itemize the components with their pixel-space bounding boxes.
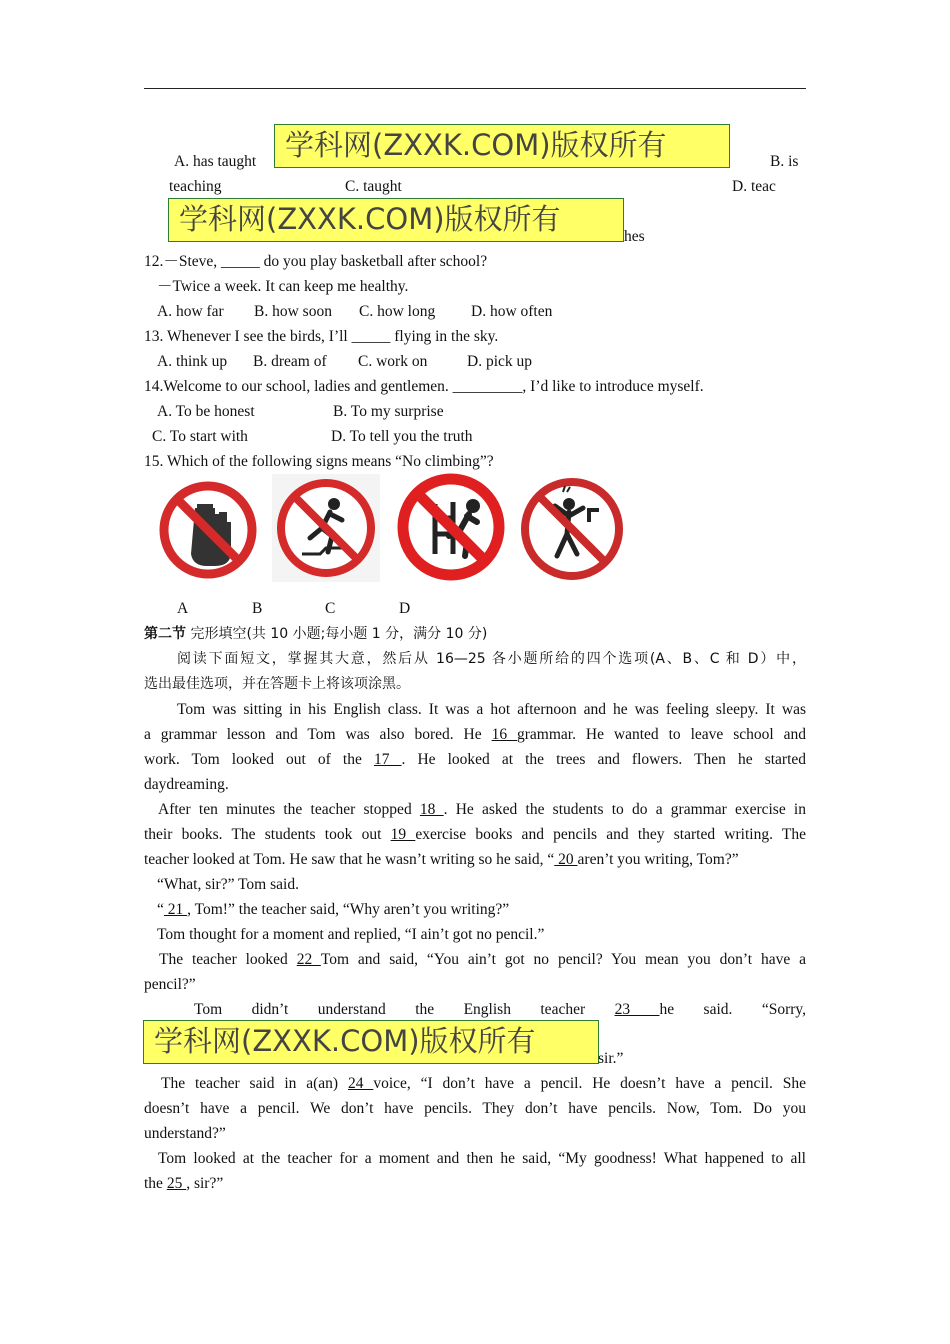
q13-option-c: C. work on bbox=[358, 353, 428, 370]
passage-text: “ bbox=[157, 901, 164, 918]
passage-text: a grammar lesson and Tom was also bored. He bbox=[144, 726, 482, 743]
blank-17: 17 bbox=[373, 751, 402, 768]
blank-18: 18 bbox=[419, 801, 444, 818]
passage-text: grammar. He wanted to leave school and bbox=[517, 726, 807, 743]
passage-line: sir.” bbox=[598, 1050, 624, 1067]
no-jumping-icon bbox=[517, 474, 627, 584]
q11-option-b-cont: teaching bbox=[169, 178, 222, 195]
passage-text: voice, “I don’t have a pencil. He doesn’t have a pencil. She bbox=[373, 1075, 807, 1092]
passage-text: , Tom!” the teacher said, “Why aren’t you writing?” bbox=[187, 901, 510, 918]
watermark-banner: 学科网(ZXXK.COM)版权所有 bbox=[143, 1020, 599, 1064]
header-rule bbox=[144, 88, 806, 89]
blank-22: 22 bbox=[296, 951, 321, 968]
q15-stem: 15. Which of the following signs means “No climbing”? bbox=[144, 453, 494, 470]
blank-23: 23 bbox=[614, 1001, 660, 1018]
passage-text: work. Tom looked out of the bbox=[144, 751, 362, 768]
section-instructions: 阅读下面短文，掌握其大意，然后从 16—25 各小题所给的四个选项(A、B、C 和 D）中， bbox=[177, 651, 806, 667]
passage-line bbox=[144, 725, 806, 745]
passage-line: Tom looked at the teacher for a moment and then he said, “My goodness! What happened to all bbox=[158, 1150, 806, 1167]
watermark-banner: 学科网(ZXXK.COM)版权所有 bbox=[168, 198, 624, 242]
passage-text: After ten minutes the teacher stopped bbox=[158, 801, 412, 818]
passage-line bbox=[144, 750, 806, 770]
q11-option-c: C. taught bbox=[345, 178, 402, 195]
q13-option-b: B. dream of bbox=[253, 353, 327, 370]
passage-text: . He looked at the trees and flowers. Then he started bbox=[401, 751, 807, 768]
watermark-banner: 学科网(ZXXK.COM)版权所有 bbox=[274, 124, 730, 168]
passage-line: Tom was sitting in his English class. It was a hot afternoon and he was feeling sleepy. It was bbox=[177, 701, 806, 718]
no-stepping-icon bbox=[272, 474, 380, 582]
blank-24: 24 bbox=[347, 1075, 374, 1092]
q12-option-b: B. how soon bbox=[254, 303, 332, 320]
q12-option-c: C. how long bbox=[359, 303, 436, 320]
q11-option-d: D. teac bbox=[732, 178, 776, 195]
section-title: 完形填空(共 10 小题;每小题 1 分，满分 10 分) bbox=[190, 626, 488, 642]
passage-line bbox=[144, 1174, 223, 1194]
passage-line: doesn’t have a pencil. We don’t have pencils. They don’t have pencils. Now, Tom. Do you bbox=[144, 1100, 806, 1117]
q13-stem: 13. Whenever I see the birds, I’ll _____ flying in the sky. bbox=[144, 328, 499, 345]
passage-text: teacher looked at Tom. He saw that he wasn’t writing so he said, “ bbox=[144, 851, 555, 868]
q12-option-a: A. how far bbox=[157, 303, 224, 320]
q12-reply: －Twice a week. It can keep me healthy. bbox=[157, 278, 409, 295]
sign-label-d: D bbox=[399, 600, 411, 617]
q12-option-d: D. how often bbox=[471, 303, 553, 320]
passage-line: Tom thought for a moment and replied, “I ain’t got no pencil.” bbox=[157, 926, 545, 943]
q13-option-d: D. pick up bbox=[467, 353, 533, 370]
passage-line bbox=[144, 825, 806, 845]
passage-text: their books. The students took out bbox=[144, 826, 382, 843]
q14-stem: 14.Welcome to our school, ladies and gentlemen. _________, I’d like to introduce myself. bbox=[144, 378, 704, 395]
passage-line bbox=[144, 800, 806, 820]
q14-option-a: A. To be honest bbox=[157, 403, 255, 420]
section-instructions-cont: 选出最佳选项，并在答题卡上将该项涂黑。 bbox=[144, 676, 410, 692]
passage-line: “What, sir?” Tom said. bbox=[157, 876, 299, 893]
q11-option-a: A. has taught bbox=[174, 153, 257, 170]
blank-19: 19 bbox=[390, 826, 416, 843]
no-climbing-icon bbox=[395, 472, 507, 582]
blank-25: 25 bbox=[166, 1175, 187, 1192]
section-number: 第二节 bbox=[144, 626, 186, 642]
q11-option-b: B. is bbox=[770, 153, 799, 170]
sign-label-c: C bbox=[325, 600, 336, 617]
passage-text: , sir?” bbox=[186, 1175, 224, 1192]
blank-20: 20 bbox=[554, 851, 578, 868]
blank-16: 16 bbox=[491, 726, 518, 743]
sign-label-a: A bbox=[177, 600, 189, 617]
passage-text: exercise books and pencils and they started writing. The bbox=[415, 826, 806, 843]
sign-label-b: B bbox=[252, 600, 263, 617]
passage-text: the bbox=[144, 1175, 163, 1192]
passage-text: Tom and said, “You ain’t got no pencil? You mean you don’t have a bbox=[320, 951, 807, 968]
passage-line bbox=[144, 1074, 806, 1094]
passage-line bbox=[144, 950, 806, 970]
no-touching-hand-icon bbox=[157, 478, 259, 582]
q14-option-d: D. To tell you the truth bbox=[331, 428, 473, 445]
passage-line: daydreaming. bbox=[144, 776, 229, 793]
passage-line bbox=[144, 1000, 806, 1020]
passage-text: The teacher said in a(an) bbox=[161, 1075, 339, 1092]
blank-21: 21 bbox=[163, 901, 188, 918]
passage-text: Tom didn’t understand the English teacher bbox=[194, 1001, 586, 1018]
q14-option-c: C. To start with bbox=[152, 428, 248, 445]
passage-line bbox=[157, 900, 509, 920]
passage-line: pencil?” bbox=[144, 976, 196, 993]
passage-line: understand?” bbox=[144, 1125, 226, 1142]
passage-text: he said. “Sorry, bbox=[659, 1001, 807, 1018]
passage-text: aren’t you writing, Tom?” bbox=[577, 851, 739, 868]
q14-option-b: B. To my surprise bbox=[333, 403, 444, 420]
passage-text: The teacher looked bbox=[159, 951, 288, 968]
q13-option-a: A. think up bbox=[157, 353, 228, 370]
passage-text: . He asked the students to do a grammar exercise in bbox=[443, 801, 806, 818]
q12-stem: 12.－Steve, _____ do you play basketball after school? bbox=[144, 253, 488, 270]
section-heading bbox=[144, 624, 487, 644]
passage-line bbox=[144, 850, 739, 870]
q11-option-d-end: hes bbox=[624, 228, 645, 245]
